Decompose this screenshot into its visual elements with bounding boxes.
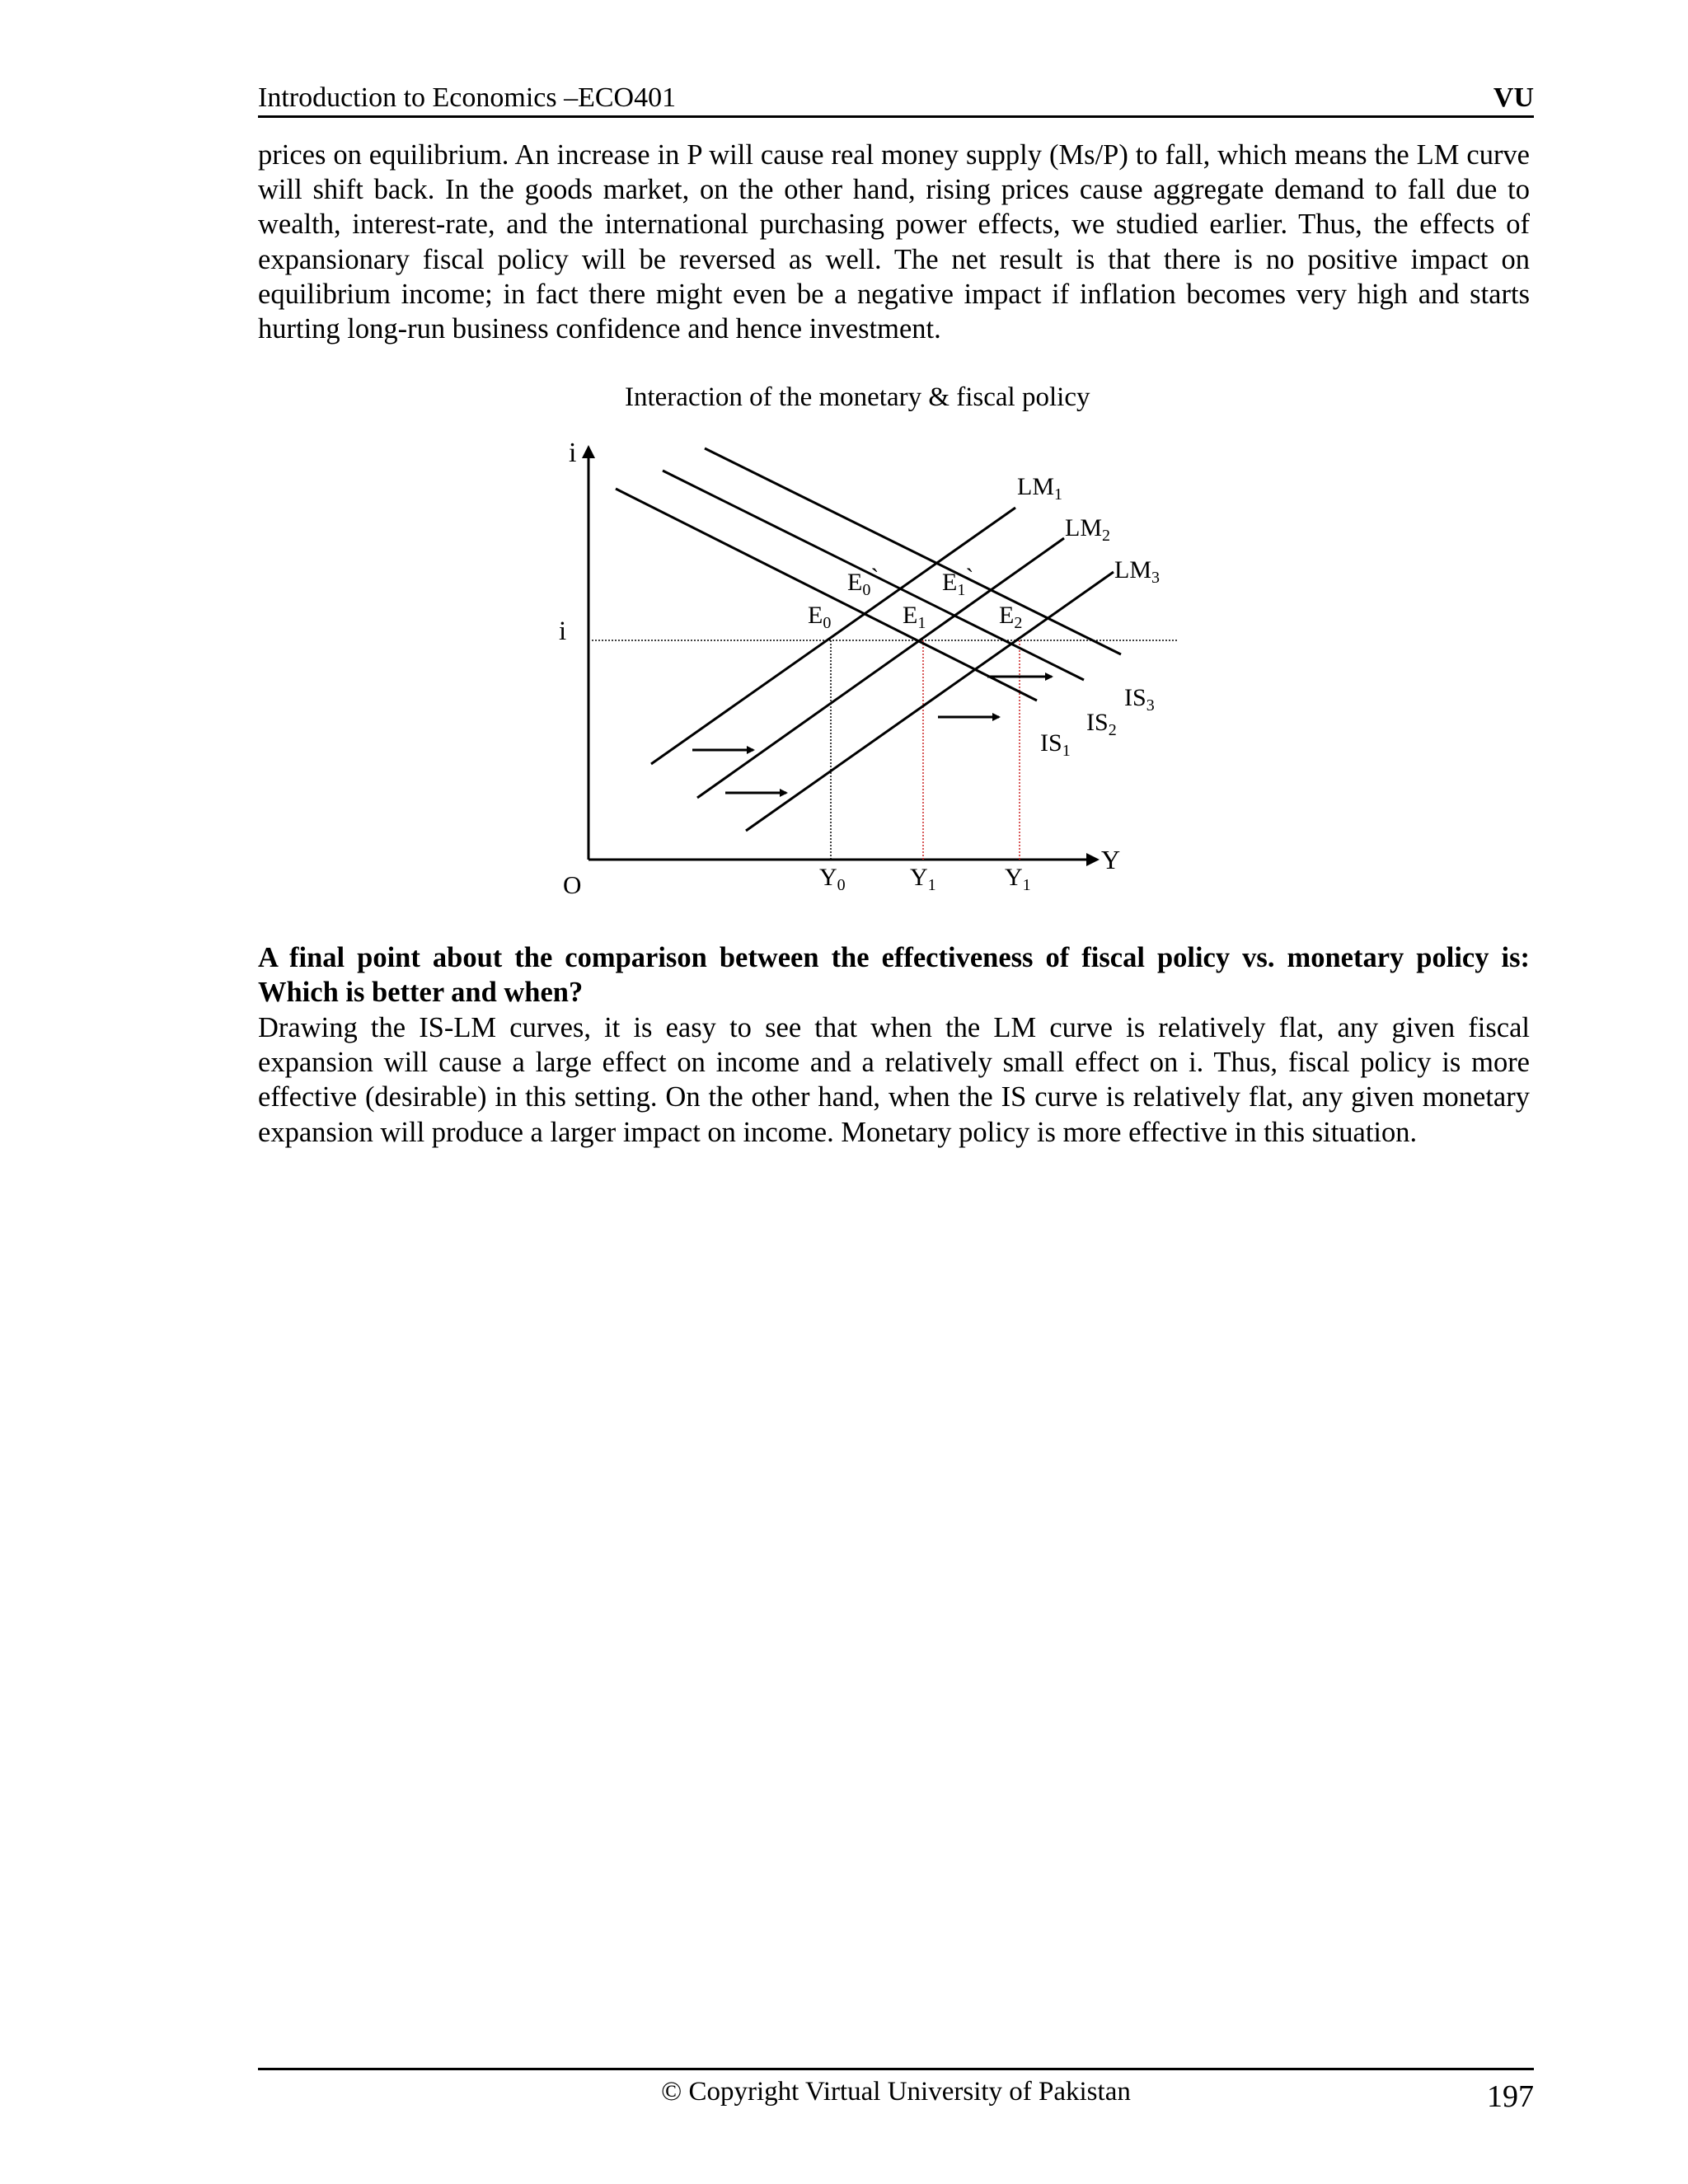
- is-lm-figure: [528, 379, 1187, 907]
- e1-label: $E_1$: [903, 602, 926, 632]
- interest-level-label: i: [559, 616, 567, 646]
- is1-curve: [616, 489, 1037, 701]
- e0-prime-label: $E_0`$: [847, 564, 879, 599]
- section-heading: A final point about the comparison between the effectiveness of fiscal policy vs. monetary policy is: Which is better and when?: [258, 942, 1530, 1009]
- y-axis-label: i: [569, 438, 577, 468]
- university-brand: VU: [1493, 82, 1534, 113]
- lm1-label: $LM_1$: [1017, 473, 1062, 504]
- e2-label: $E_2$: [999, 602, 1023, 632]
- y-axis-arrowhead: [582, 445, 595, 458]
- x-axis-arrowhead: [1086, 853, 1100, 866]
- e0-label: $E_0$: [808, 602, 832, 632]
- course-title: Introduction to Economics –ECO401: [258, 82, 677, 113]
- intro-paragraph: prices on equilibrium. An increase in P will cause real money supply (Ms/P) to fall, which means the LM curve will shift back. In the goods market, on the other hand, rising prices cause aggregate demand to fall due to wealth, interest-rate, and the international purchasing power effects, we studied earlier. Thus, the effects of expansionary fiscal policy will be reversed as well. The net result is that there is no positive impact on equilibrium income; in fact there might even be a negative impact if inflation becomes very high and starts hurting long-run business confidence and hence investment.: [258, 139, 1530, 345]
- lm3-label: $LM_3$: [1114, 556, 1160, 587]
- is1-label: $IS_1$: [1040, 729, 1071, 760]
- page-number: 197: [1487, 2079, 1534, 2114]
- is-lm-diagram: [528, 379, 1187, 907]
- page-footer: [258, 2068, 1534, 2118]
- y1-second-tick-label: $Y_1$: [1005, 864, 1031, 894]
- lm2-curve: [697, 538, 1064, 798]
- y1-tick-label: $Y_1$: [910, 864, 936, 894]
- y0-tick-label: $Y_0$: [819, 864, 846, 894]
- figure-title: Interaction of the monetary & fiscal policy: [625, 382, 1090, 412]
- is2-label: $IS_2$: [1086, 709, 1117, 739]
- copyright-notice: © Copyright Virtual University of Pakistan: [661, 2077, 1131, 2107]
- lm1-curve: [651, 508, 1015, 764]
- x-axis-label: Y: [1101, 845, 1121, 874]
- comparison-paragraph: Drawing the IS-LM curves, it is easy to see that when the LM curve is relatively flat, any given fiscal expansion will cause a large effect on income and a relatively small effect on i. Thus, fiscal policy is more effective (desirable) in this setting. On the other hand, when the IS curve is relatively flat, any given monetary expansion will produce a larger impact on income. Monetary policy is more effective in this situation.: [258, 1012, 1530, 1148]
- e1-prime-label: $E_1`$: [942, 564, 974, 599]
- origin-label: O: [563, 870, 582, 899]
- lm3-curve: [746, 572, 1114, 831]
- page-header: [258, 79, 1534, 118]
- lm2-label: $LM_2$: [1065, 514, 1110, 545]
- is3-label: $IS_3$: [1124, 684, 1155, 715]
